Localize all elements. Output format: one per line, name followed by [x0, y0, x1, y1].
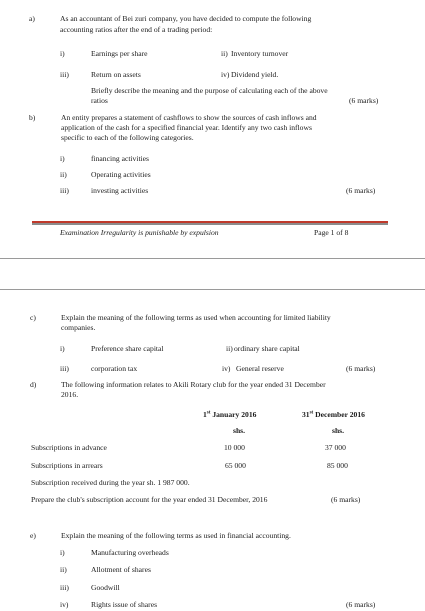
page-number: Page 1 of 8 [314, 228, 349, 237]
column-header: 1st January 2016 [203, 410, 257, 419]
marks: (6 marks) [346, 186, 376, 195]
item-text: Manufacturing overheads [91, 548, 169, 557]
item-text: Dividend yield. [231, 70, 279, 79]
marks: (6 marks) [346, 600, 376, 609]
page-break-top [0, 258, 425, 259]
footer-divider-gray [32, 223, 388, 225]
item-number: iv) [221, 70, 230, 79]
column-unit: shs. [332, 426, 345, 435]
question-text: An entity prepares a statement of cashflows to show the sources of cash inflows and [61, 113, 317, 122]
question-label: b) [29, 113, 36, 122]
row-label: Subscriptions in arrears [31, 461, 103, 470]
question-text: specific to each of the following categories. [61, 133, 194, 142]
footer-note: Examination Irregularity is punishable by expulsion [60, 228, 219, 237]
item-text: Allotment of shares [91, 565, 151, 574]
question-text: accounting ratios after the end of a trading period: [60, 25, 213, 34]
question-label: c) [30, 313, 36, 322]
question-label: e) [30, 531, 36, 540]
item-number: ii) [60, 170, 67, 179]
item-number: ii) [60, 565, 67, 574]
item-text: Preference share capital [91, 344, 164, 353]
received-note: Subscription received during the year sh. 1 987 000. [31, 478, 190, 487]
item-text: ordinary share capital [234, 344, 300, 353]
item-number: ii) [226, 344, 233, 353]
item-number: i) [60, 49, 65, 58]
question-text: application of the cash for a specified financial year. Identify any two cash inflows [61, 123, 312, 132]
question-text: Explain the meaning of the following terms as used when accounting for limited liability [61, 313, 331, 322]
item-text: Return on assets [91, 70, 141, 79]
question-text: Briefly describe the meaning and the purpose of calculating each of the above [91, 86, 328, 95]
item-text: Inventory turnover [231, 49, 289, 58]
item-number: iii) [60, 583, 69, 592]
item-number: i) [60, 344, 65, 353]
item-number: iii) [60, 186, 69, 195]
item-text: Rights issue of shares [91, 600, 158, 609]
column-unit: shs. [233, 426, 246, 435]
question-text: Prepare the club's subscription account for the year ended 31 December, 2016 [31, 495, 268, 504]
item-text: Earnings per share [91, 49, 148, 58]
page-break-bottom [0, 289, 425, 290]
marks: (6 marks) [331, 495, 361, 504]
item-text: General reserve [236, 364, 284, 373]
question-text: 2016. [61, 390, 79, 399]
row-value: 65 000 [225, 461, 246, 470]
question-text: Explain the meaning of the following terms as used in financial accounting. [61, 531, 291, 540]
item-text: investing activities [91, 186, 149, 195]
item-text: Operating activities [91, 170, 151, 179]
item-number: iii) [60, 70, 69, 79]
item-text: Goodwill [91, 583, 120, 592]
item-number: iii) [60, 364, 69, 373]
row-value: 10 000 [224, 443, 245, 452]
item-number: i) [60, 154, 65, 163]
question-text: ratios [91, 96, 108, 105]
marks: (6 marks) [346, 364, 376, 373]
item-number: iv) [222, 364, 231, 373]
row-label: Subscriptions in advance [31, 443, 107, 452]
item-text: financing activities [91, 154, 149, 163]
question-text: The following information relates to Akili Rotary club for the year ended 31 December [61, 380, 326, 389]
question-label: d) [30, 380, 37, 389]
item-number: iv) [60, 600, 69, 609]
row-value: 85 000 [327, 461, 348, 470]
item-text: corporation tax [91, 364, 138, 373]
row-value: 37 000 [325, 443, 346, 452]
column-header: 31st December 2016 [302, 410, 365, 419]
item-number: i) [60, 548, 65, 557]
question-text: companies. [61, 323, 96, 332]
item-number: ii) [221, 49, 228, 58]
question-text: As an accountant of Bei zuri company, you have decided to compute the following [60, 14, 312, 23]
marks: (6 marks) [349, 96, 379, 105]
question-label: a) [29, 14, 35, 23]
